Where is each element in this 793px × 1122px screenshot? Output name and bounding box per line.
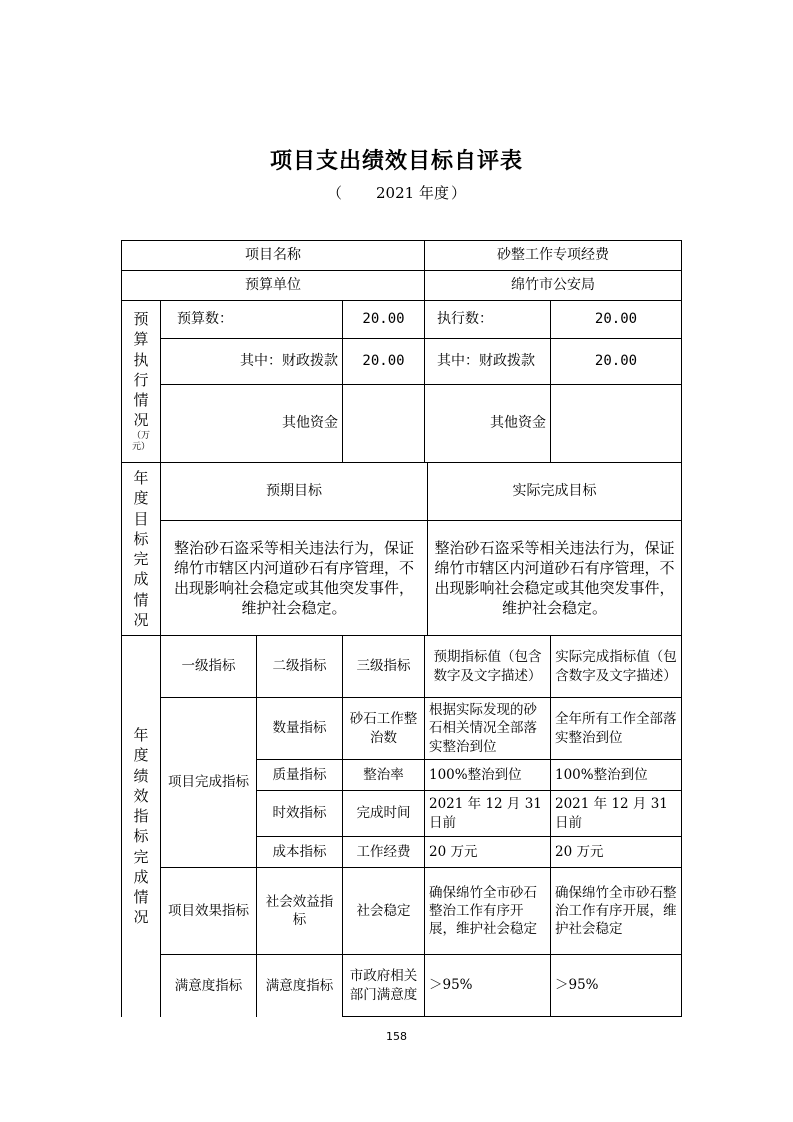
quantity-expected: 根据实际发现的砂石相关情况全部落实整治到位	[425, 698, 551, 760]
budget-amount-value: 20.00	[343, 301, 425, 339]
fiscal-allocation-label: 其中：财政拨款	[161, 339, 343, 385]
completion-indicator-group: 项目完成指标	[161, 698, 257, 868]
goals-section-label: 年 度 目 标 完 成 情 况	[122, 463, 161, 636]
execution-amount-value: 20.00	[551, 301, 682, 339]
quality-level3: 整治率	[343, 760, 425, 791]
report-year	[0, 182, 793, 203]
indicator-header-row	[122, 636, 682, 698]
table-row	[122, 868, 682, 955]
expected-goal-text: 整治砂石盗采等相关违法行为，保证绵竹市辖区内河道砂石有序管理，不出现影响社会稳定或其他突发事件，维护社会稳定。	[161, 521, 428, 636]
satisfaction-level3: 市政府相关部门满意度	[343, 955, 425, 1017]
evaluation-table	[121, 240, 682, 1017]
level2-header: 二级指标	[257, 636, 343, 698]
quantity-actual: 全年所有工作全部落实整治到位	[551, 698, 682, 760]
cost-actual: 20 万元	[551, 837, 682, 868]
social-level3: 社会稳定	[343, 868, 425, 955]
actual-goal-header: 实际完成目标	[428, 463, 682, 521]
page-number: 158	[386, 1030, 407, 1043]
goals-header-row	[122, 463, 682, 521]
satisfaction-actual: ＞95%	[551, 955, 682, 1017]
other-funds-row	[122, 385, 682, 463]
quality-indicator: 质量指标	[257, 760, 343, 791]
table-row	[122, 955, 682, 1017]
expected-value-header: 预期指标值（包含数字及文字描述）	[425, 636, 551, 698]
social-expected: 确保绵竹全市砂石整治工作有序开展，维护社会稳定	[425, 868, 551, 955]
other-funds-label: 其他资金	[161, 385, 343, 463]
budget-unit-value: 绵竹市公安局	[425, 271, 682, 301]
quantity-level3: 砂石工作整治数	[343, 698, 425, 760]
timeliness-expected: 2021 年 12 月 31 日前	[425, 791, 551, 837]
budget-unit-label: 预算单位	[122, 271, 425, 301]
project-name-value: 砂整工作专项经费	[425, 241, 682, 271]
fiscal-allocation-budget: 20.00	[343, 339, 425, 385]
quantity-indicator: 数量指标	[257, 698, 343, 760]
fiscal-allocation-exec: 20.00	[551, 339, 682, 385]
satisfaction-indicator: 满意度指标	[257, 955, 343, 1017]
execution-amount-label: 执行数：	[425, 301, 551, 339]
budget-amount-label: 预算数：	[161, 301, 343, 339]
quality-actual: 100%整治到位	[551, 760, 682, 791]
goals-content-row	[122, 521, 682, 636]
level1-header: 一级指标	[161, 636, 257, 698]
fiscal-allocation-label-exec: 其中：财政拨款	[425, 339, 551, 385]
year-close-paren: ）	[450, 184, 466, 202]
other-funds-budget	[343, 385, 425, 463]
actual-goal-text: 整治砂石盗采等相关违法行为，保证绵竹市辖区内河道砂石有序管理，不出现影响社会稳定或其他突发事件，维护社会稳定。	[428, 521, 682, 636]
actual-value-header: 实际完成指标值（包含数字及文字描述）	[551, 636, 682, 698]
project-name-label: 项目名称	[122, 241, 425, 271]
timeliness-actual: 2021 年 12 月 31 日前	[551, 791, 682, 837]
year-text: 2021 年度	[376, 184, 449, 202]
budget-section-label: 预 算 执 行 情 况 （万 元）	[122, 301, 161, 463]
cost-level3: 工作经费	[343, 837, 425, 868]
timeliness-level3: 完成时间	[343, 791, 425, 837]
satisfaction-indicator-group: 满意度指标	[161, 955, 257, 1017]
level3-header: 三级指标	[343, 636, 425, 698]
table-row	[122, 698, 682, 760]
other-funds-exec	[551, 385, 682, 463]
budget-total-row	[122, 301, 682, 339]
indicators-section-label: 年 度 绩 效 指 标 完 成 情 况	[122, 636, 161, 1017]
budget-unit-row	[122, 271, 682, 301]
other-funds-label-exec: 其他资金	[425, 385, 551, 463]
expected-goal-header: 预期目标	[161, 463, 428, 521]
social-actual: 确保绵竹全市砂石整治工作有序开展，维护社会稳定	[551, 868, 682, 955]
cost-indicator: 成本指标	[257, 837, 343, 868]
page-title: 项目支出绩效目标自评表	[269, 148, 523, 174]
cost-expected: 20 万元	[425, 837, 551, 868]
project-name-row	[122, 241, 682, 271]
social-benefit-indicator: 社会效益指标	[257, 868, 343, 955]
satisfaction-expected: ＞95%	[425, 955, 551, 1017]
quality-expected: 100%整治到位	[425, 760, 551, 791]
effect-indicator-group: 项目效果指标	[161, 868, 257, 955]
year-open-paren: （	[327, 184, 343, 202]
timeliness-indicator: 时效指标	[257, 791, 343, 837]
fiscal-allocation-row	[122, 339, 682, 385]
